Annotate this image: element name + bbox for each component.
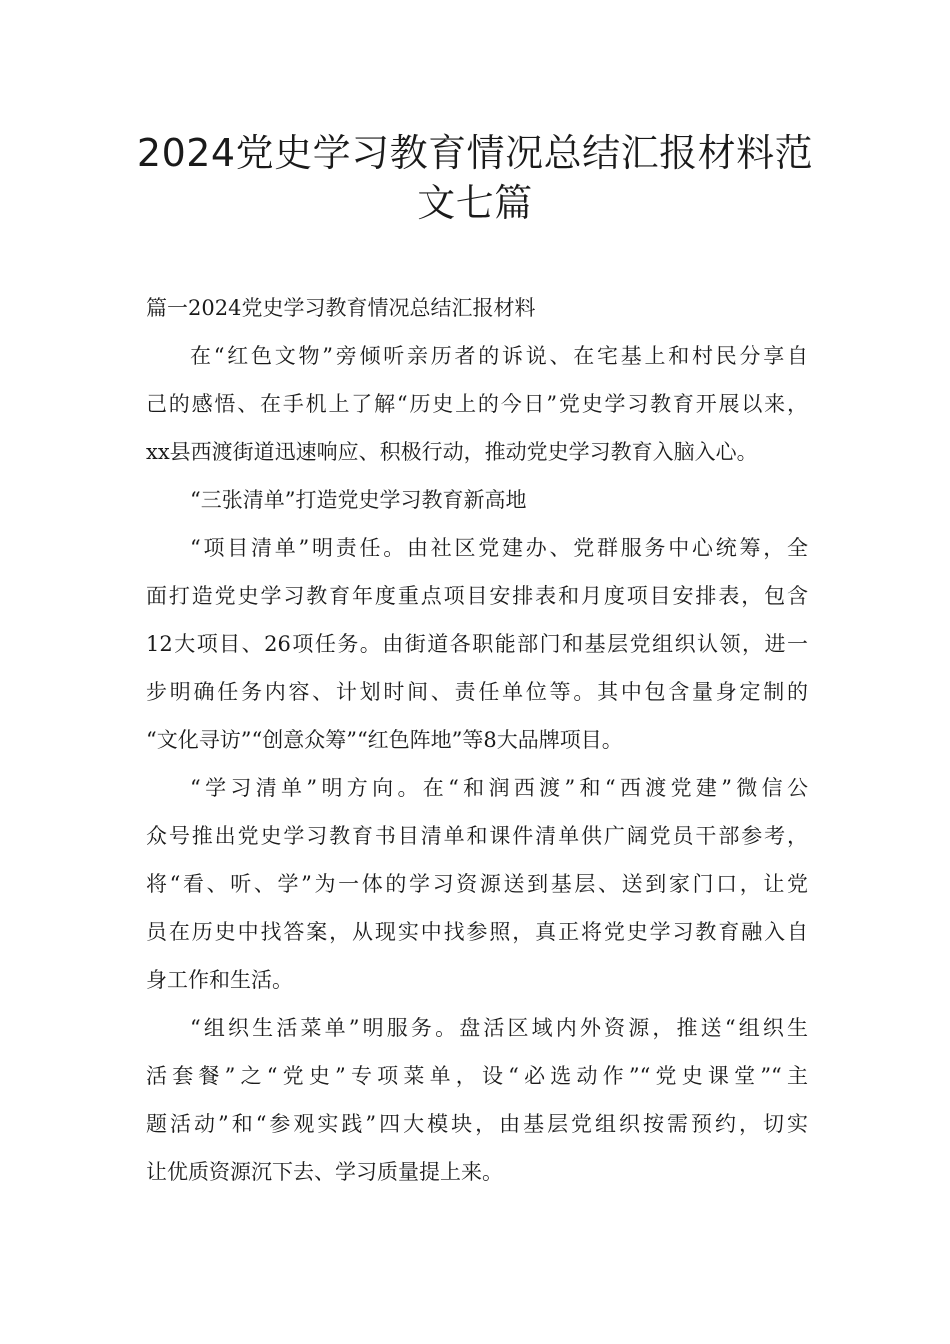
title-line-1: 2024党史学习教育情况总结汇报材料范 — [136, 131, 814, 175]
paragraph-line: 身工作和生活。 — [146, 968, 293, 992]
paragraph-line: 题活动”和“参观实践”四大模块，由基层党组织按需预约，切实 — [146, 1112, 808, 1136]
paragraph-line: “项目清单”明责任。由社区党建办、党群服务中心统筹，全 — [190, 536, 808, 560]
paragraph-line: xx县西渡街道迅速响应、积极行动，推动党史学习教育入脑入心。 — [146, 440, 758, 464]
paragraph-line: 活套餐”之“党史”专项菜单，设“必选动作”“党史课堂”“主 — [146, 1064, 808, 1088]
paragraph-line: 员在历史中找答案，从现实中找参照，真正将党史学习教育融入自 — [146, 920, 808, 944]
subheading: “三张清单”打造党史学习教育新高地 — [190, 488, 527, 512]
paragraph-line: 将“看、听、学”为一体的学习资源送到基层、送到家门口，让党 — [146, 872, 808, 896]
section-heading: 篇一2024党史学习教育情况总结汇报材料 — [146, 296, 536, 320]
title-line-2: 文七篇 — [417, 181, 533, 225]
paragraph-line: 己的感悟、在手机上了解“历史上的今日”党史学习教育开展以来， — [146, 392, 808, 416]
paragraph-line: “组织生活菜单”明服务。盘活区域内外资源，推送“组织生 — [190, 1016, 808, 1040]
document-title — [120, 128, 830, 228]
paragraph-line: “学习清单”明方向。在“和润西渡”和“西渡党建”微信公 — [190, 776, 808, 800]
paragraph-line: 12大项目、26项任务。由街道各职能部门和基层党组织认领，进一 — [146, 632, 808, 656]
paragraph-line: 步明确任务内容、计划时间、责任单位等。其中包含量身定制的 — [146, 680, 808, 704]
paragraph-line: “文化寻访”“创意众筹”“红色阵地”等8大品牌项目。 — [146, 728, 623, 752]
paragraph-line: 面打造党史学习教育年度重点项目安排表和月度项目安排表，包含 — [146, 584, 808, 608]
paragraph-line: 在“红色文物”旁倾听亲历者的诉说、在宅基上和村民分享自 — [190, 344, 808, 368]
paragraph-line: 让优质资源沉下去、学习质量提上来。 — [146, 1160, 503, 1184]
document-body — [146, 284, 808, 1196]
paragraph-line: 众号推出党史学习教育书目清单和课件清单供广阔党员干部参考， — [146, 824, 808, 848]
